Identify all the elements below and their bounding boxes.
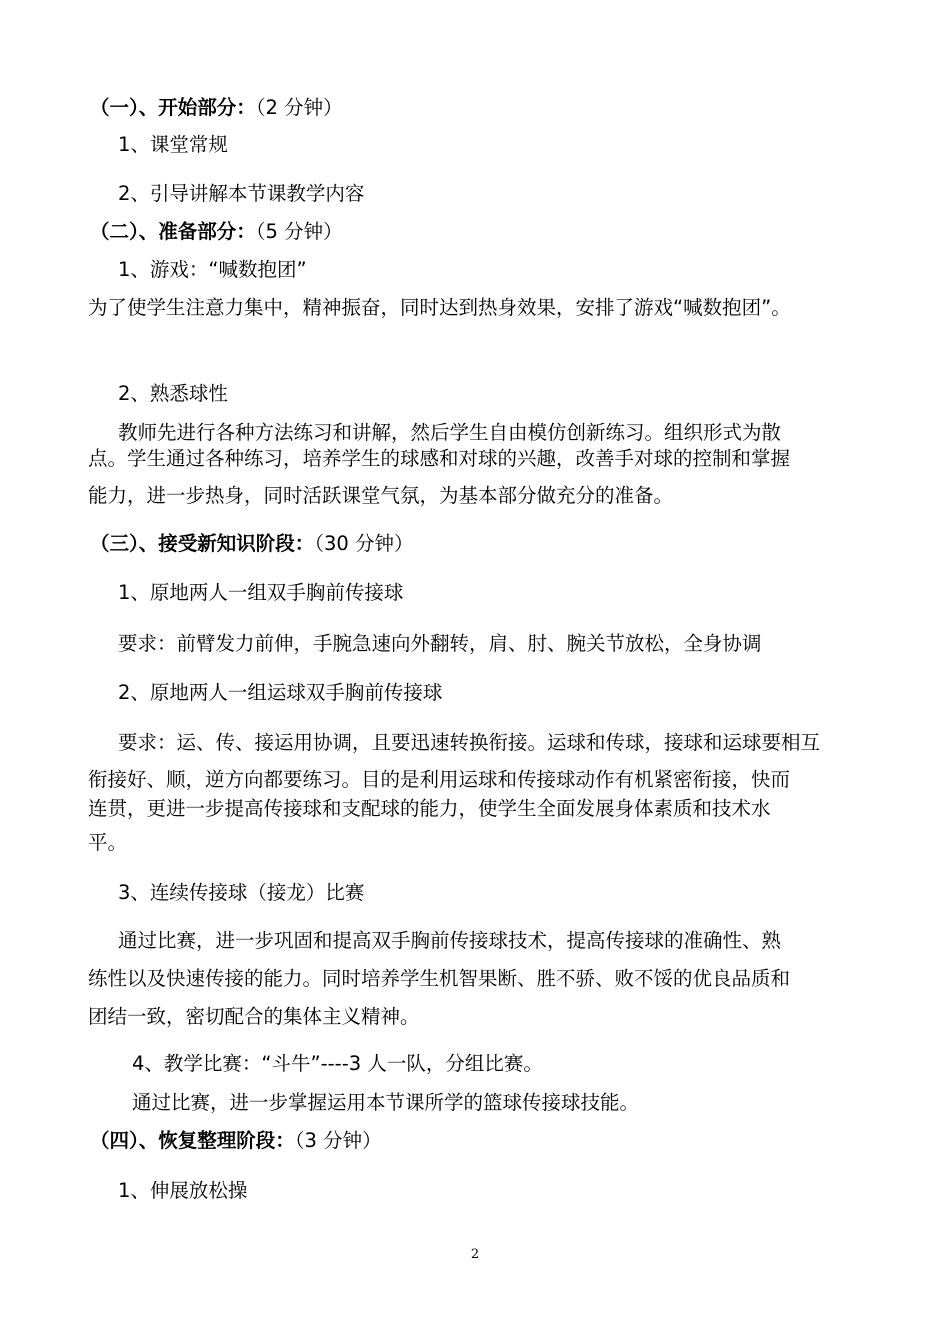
s1-item-1: 1、课堂常规 [118,133,228,156]
page-number: 2 [470,1247,480,1262]
s3-item-2-req-line-1: 要求：运、传、接运用协调，且要迅速转换衔接。运球和传球，接球和运球要相互 [118,731,821,754]
section-3-title: （三）、接受新知识阶段： [90,532,315,555]
section-3-heading [90,531,414,557]
s3-item-3-desc-line-1: 通过比赛，进一步巩固和提高双手胸前传接球技术，提高传接球的准确性、熟 [118,929,782,952]
s3-item-4-desc: 通过比赛，进一步掌握运用本节课所学的篮球传接球技能。 [132,1091,640,1114]
section-1-time: （2 分钟） [255,96,343,119]
s2-ball: 2、熟悉球性 [118,382,228,405]
section-4-time: （3 分钟） [294,1129,382,1152]
s2-ball-desc-line-1: 教师先进行各种方法练习和讲解，然后学生自由模仿创新练习。组织形式为散 [118,421,782,444]
s3-item-3-desc-line-3: 团结一致，密切配合的集体主义精神。 [88,1005,420,1028]
section-4-title: （四）、恢复整理阶段： [90,1129,295,1152]
s4-item-1: 1、伸展放松操 [118,1179,248,1202]
s2-ball-desc-line-3: 能力，进一步热身，同时活跃课堂气氛，为基本部分做充分的准备。 [88,484,674,507]
s3-item-3-desc-line-2: 练性以及快速传接的能力。同时培养学生机智果断、胜不骄、败不馁的优良品质和 [88,967,791,990]
section-2-title: （二）、准备部分： [90,220,256,243]
s2-ball-desc-line-2: 点。学生通过各种练习，培养学生的球感和对球的兴趣，改善手对球的控制和掌握 [88,447,791,470]
section-4-heading [90,1128,382,1154]
s3-item-1-requirement: 要求：前臂发力前伸，手腕急速向外翻转，肩、肘、腕关节放松，全身协调 [118,632,762,655]
s3-item-3: 3、连续传接球（接龙）比赛 [118,881,365,904]
section-2-time: （5 分钟） [255,220,343,243]
section-3-time: （30 分钟） [314,532,414,555]
s3-item-1: 1、原地两人一组双手胸前传接球 [118,581,404,604]
s3-item-2-req-line-3: 连贯，更进一步提高传接球和支配球的能力，使学生全面发展身体素质和技术水 [88,797,771,820]
s2-game: 1、游戏：“喊数抱团” [118,258,307,281]
s1-item-2: 2、引导讲解本节课教学内容 [118,182,365,205]
s2-game-desc: 为了使学生注意力集中，精神振奋，同时达到热身效果，安排了游戏“喊数抱团”。 [88,296,791,319]
s3-item-2: 2、原地两人一组运球双手胸前传接球 [118,681,443,704]
s3-item-4: 4、教学比赛：“斗牛”----3 人一队，分组比赛。 [132,1052,543,1075]
s3-item-2-req-line-4: 平。 [88,831,128,854]
section-1-title: （一）、开始部分： [90,96,256,119]
section-1-heading [90,95,343,121]
section-2-heading [90,219,343,245]
s3-item-2-req-line-2: 衔接好、顺，逆方向都要练习。目的是利用运球和传接球动作有机紧密衔接，快而 [88,768,791,791]
